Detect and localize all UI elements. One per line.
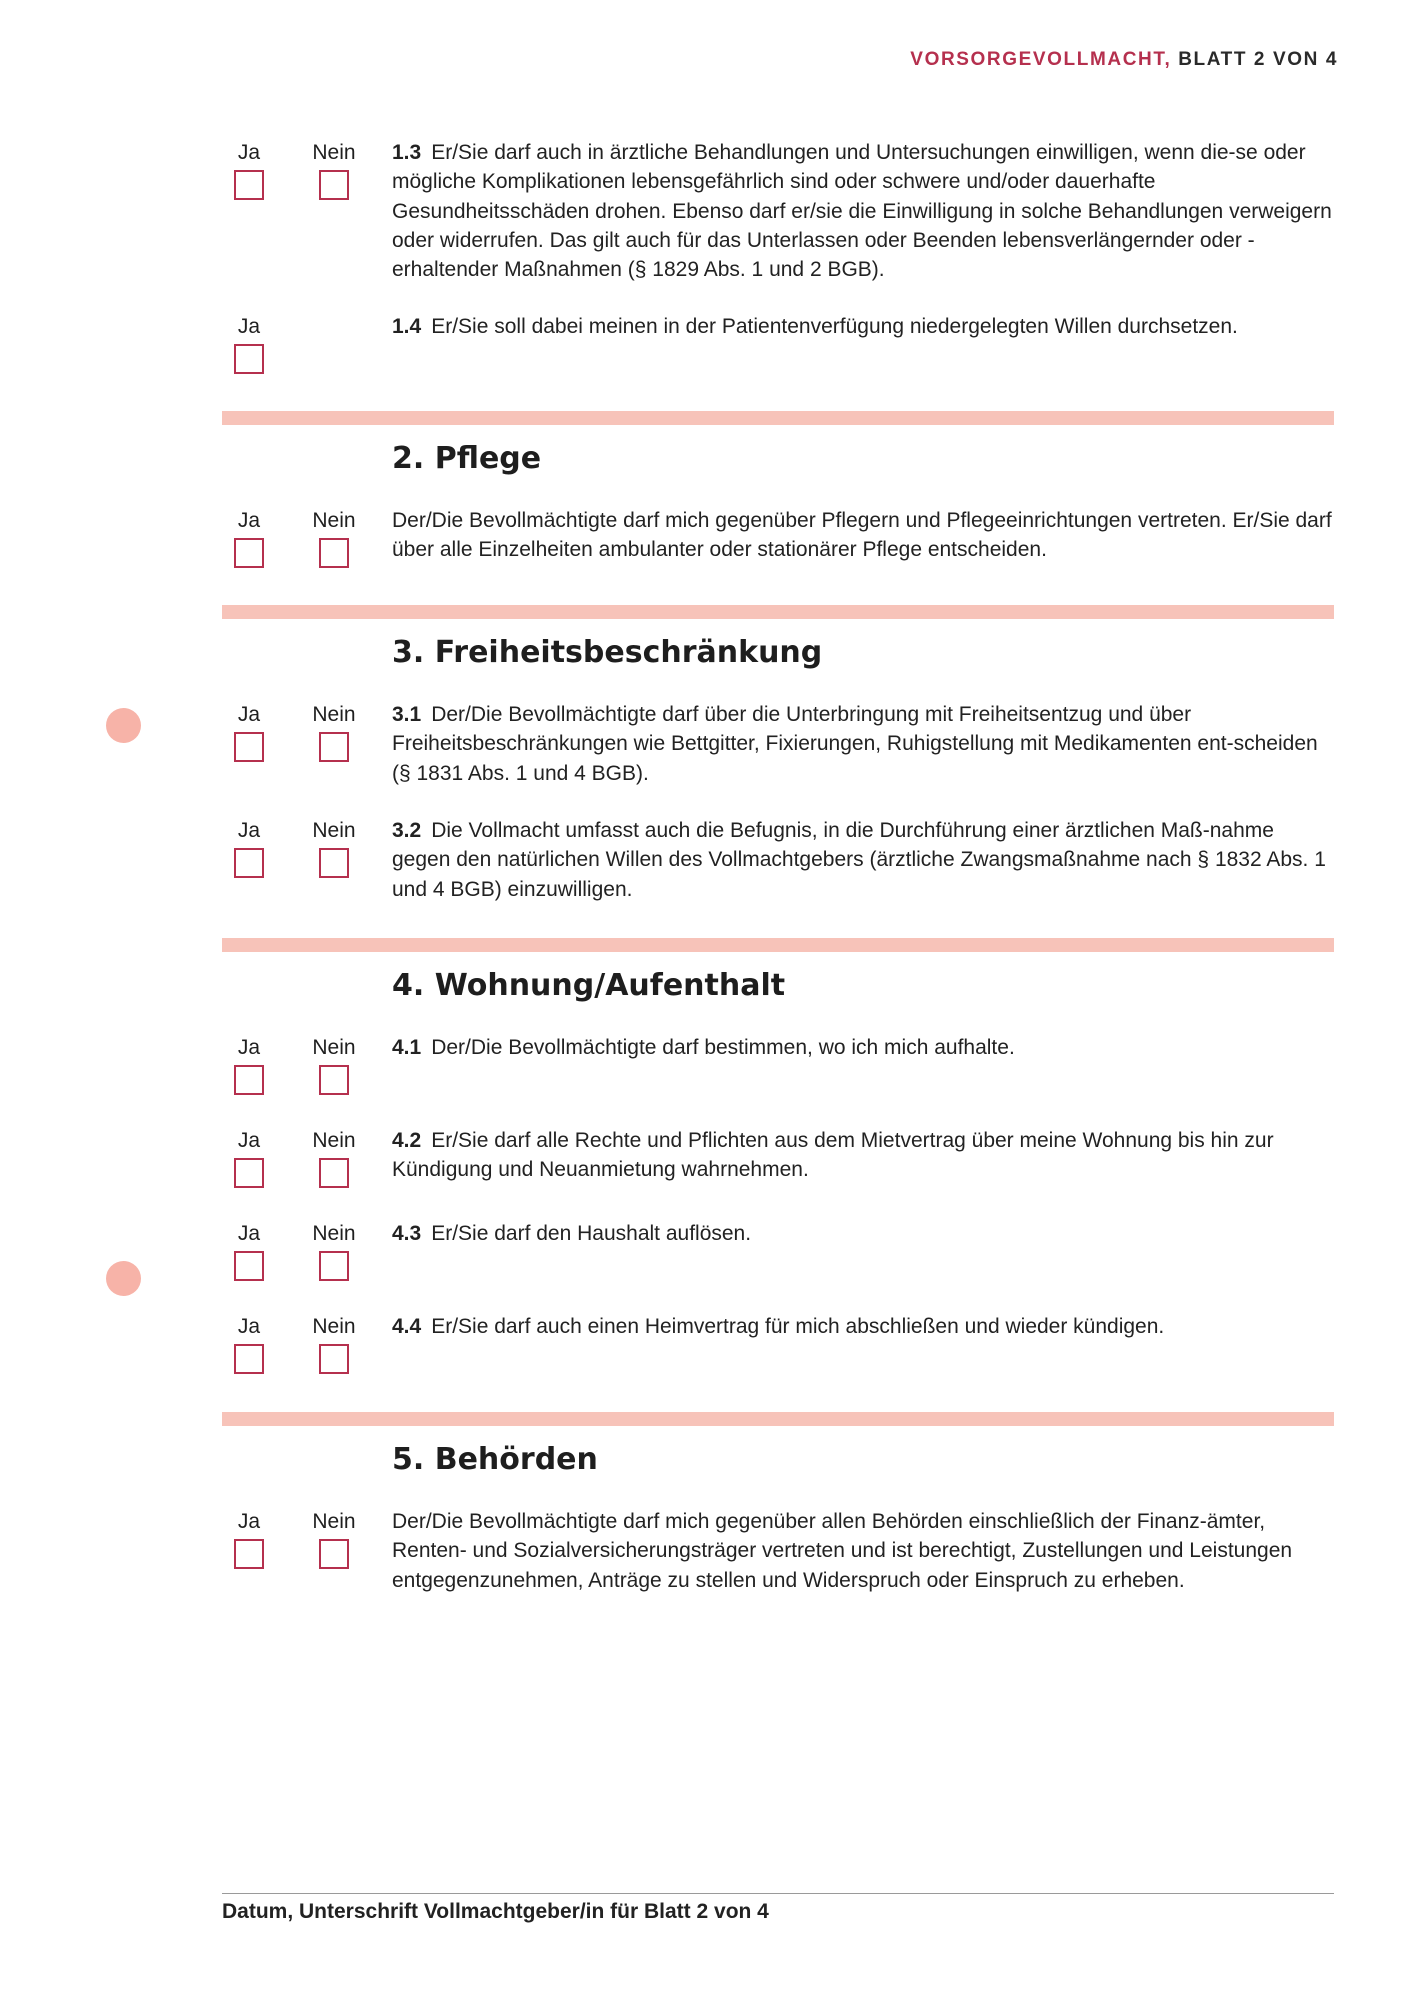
no-column: [310, 1033, 358, 1095]
no-column: [310, 1219, 358, 1281]
item-4-2-no-checkbox[interactable]: [319, 1158, 349, 1188]
header-title-rest: BLATT 2 VON 4: [1171, 49, 1338, 70]
yes-column: [225, 1507, 273, 1569]
item-text: [392, 700, 1334, 788]
page-header: [910, 49, 1338, 71]
yes-column: [225, 700, 273, 762]
section-title-behoerden: 5. Behörden: [392, 1442, 598, 1477]
yes-column: [225, 1312, 273, 1374]
item-1-3-no-checkbox[interactable]: [319, 170, 349, 200]
no-label: Nein: [312, 141, 356, 164]
no-label: Nein: [312, 1510, 356, 1533]
item-3-2-no-checkbox[interactable]: [319, 848, 349, 878]
no-label: Nein: [312, 509, 356, 532]
yes-column: [225, 312, 273, 374]
item-body: Die Vollmacht umfasst auch die Befugnis, in die Durchführung einer ärztlichen Maß-nahme gegen den natürlichen Willen des Vollmachtgebers (ärztliche Zwangsmaßnahme nach § 1832 Abs. 1 und 4 BGB) einzuwilligen.: [392, 819, 1326, 901]
item-body: Er/Sie soll dabei meinen in der Patientenverfügung niedergelegten Willen durchsetzen.: [431, 315, 1238, 338]
yes-label: Ja: [237, 509, 261, 532]
punch-hole-bottom: [106, 1261, 141, 1296]
item-body: Der/Die Bevollmächtigte darf über die Unterbringung mit Freiheitsentzug und über Freiheitsbeschränkungen wie Bettgitter, Fixierungen, Ruhigstellung mit Medikamenten ent-scheiden (§ 1831 Abs. 1 und 4 BGB).: [392, 703, 1318, 785]
no-label: Nein: [312, 1222, 356, 1245]
item-4-4-yes-checkbox[interactable]: [234, 1344, 264, 1374]
item-text: [392, 1312, 1334, 1341]
item-body: Der/Die Bevollmächtigte darf mich gegenüber allen Behörden einschließlich der Finanz-ämter, Renten- und Sozialversicherungsträger vertreten und ist berechtigt, Zustellungen und Leistungen entgegenzunehmen, Anträge zu stellen und Widerspruch oder Einspruch zu erheben.: [392, 1510, 1293, 1592]
item-number: 3.2: [392, 819, 422, 842]
item-text: [392, 1507, 1334, 1595]
no-label: Nein: [312, 1315, 356, 1338]
item-1-3-yes-checkbox[interactable]: [234, 170, 264, 200]
item-text: [392, 1033, 1334, 1062]
section-divider: [222, 1412, 1334, 1426]
item-4-1-no-checkbox[interactable]: [319, 1065, 349, 1095]
no-column: [310, 138, 358, 200]
item-number: 4.3: [392, 1222, 422, 1245]
yes-label: Ja: [237, 315, 261, 338]
item-body: Er/Sie darf alle Rechte und Pflichten aus dem Mietvertrag über meine Wohnung bis hin zur Kündigung und Neuanmietung wahrnehmen.: [392, 1129, 1274, 1182]
item-body: Der/Die Bevollmächtigte darf bestimmen, wo ich mich aufhalte.: [431, 1036, 1015, 1059]
item-text: [392, 312, 1334, 341]
item-3-1-yes-checkbox[interactable]: [234, 732, 264, 762]
no-column: [310, 816, 358, 878]
no-column: [310, 700, 358, 762]
section-title-wohnung-aufenthalt: 4. Wohnung/Aufenthalt: [392, 968, 786, 1003]
section-divider: [222, 605, 1334, 619]
signature-line: [222, 1893, 1334, 1894]
yes-label: Ja: [237, 1222, 261, 1245]
item-5-no-checkbox[interactable]: [319, 1539, 349, 1569]
section-title-pflege: 2. Pflege: [392, 441, 542, 476]
item-text: [392, 138, 1334, 284]
yes-column: [225, 1126, 273, 1188]
yes-label: Ja: [237, 819, 261, 842]
yes-label: Ja: [237, 141, 261, 164]
punch-hole-top: [106, 708, 141, 743]
signature-label: Datum, Unterschrift Vollmachtgeber/in für Blatt 2 von 4: [222, 1900, 769, 1923]
yes-column: [225, 138, 273, 200]
section-title-freiheitsbeschraenkung: 3. Freiheitsbeschränkung: [392, 635, 823, 670]
item-text: [392, 1219, 1334, 1248]
item-1-4-yes-checkbox[interactable]: [234, 344, 264, 374]
item-body: Der/Die Bevollmächtigte darf mich gegenüber Pflegern und Pflegeeinrichtungen vertreten. Er/Sie darf über alle Einzelheiten ambulanter oder stationärer Pflege entscheiden.: [392, 509, 1332, 562]
no-column: [310, 1126, 358, 1188]
yes-column: [225, 506, 273, 568]
item-2-no-checkbox[interactable]: [319, 538, 349, 568]
item-body: Er/Sie darf den Haushalt auflösen.: [431, 1222, 752, 1245]
item-number: 3.1: [392, 703, 422, 726]
item-4-3-no-checkbox[interactable]: [319, 1251, 349, 1281]
item-3-2-yes-checkbox[interactable]: [234, 848, 264, 878]
item-number: 4.1: [392, 1036, 422, 1059]
item-number: 4.2: [392, 1129, 422, 1152]
no-label: Nein: [312, 703, 356, 726]
item-5-yes-checkbox[interactable]: [234, 1539, 264, 1569]
no-column: [310, 1507, 358, 1569]
yes-column: [225, 816, 273, 878]
item-body: Er/Sie darf auch in ärztliche Behandlungen und Untersuchungen einwilligen, wenn die-se oder mögliche Komplikationen lebensgefährlich sind oder schwere und/oder dauerhafte Gesundheitsschäden drohen. Ebenso darf er/sie die Einwilligung in solche Behandlungen verweigern oder widerrufen. Das gilt auch für das Unterlassen oder Beenden lebensverlängernder oder -erhaltender Maßnahmen (§ 1829 Abs. 1 und 2 BGB).: [392, 141, 1332, 282]
no-label: Nein: [312, 1129, 356, 1152]
item-4-1-yes-checkbox[interactable]: [234, 1065, 264, 1095]
item-text: [392, 506, 1334, 565]
item-number: 1.3: [392, 141, 422, 164]
no-label: Nein: [312, 819, 356, 842]
item-3-1-no-checkbox[interactable]: [319, 732, 349, 762]
item-4-4-no-checkbox[interactable]: [319, 1344, 349, 1374]
yes-column: [225, 1219, 273, 1281]
no-label: Nein: [312, 1036, 356, 1059]
yes-label: Ja: [237, 703, 261, 726]
yes-label: Ja: [237, 1315, 261, 1338]
item-2-yes-checkbox[interactable]: [234, 538, 264, 568]
yes-column: [225, 1033, 273, 1095]
yes-label: Ja: [237, 1129, 261, 1152]
item-4-2-yes-checkbox[interactable]: [234, 1158, 264, 1188]
section-divider: [222, 938, 1334, 952]
item-body: Er/Sie darf auch einen Heimvertrag für mich abschließen und wieder kündigen.: [431, 1315, 1165, 1338]
item-text: [392, 1126, 1274, 1185]
item-number: 1.4: [392, 315, 422, 338]
yes-label: Ja: [237, 1036, 261, 1059]
no-column: [310, 506, 358, 568]
section-divider: [222, 411, 1334, 425]
no-column: [310, 1312, 358, 1374]
item-number: 4.4: [392, 1315, 422, 1338]
yes-label: Ja: [237, 1510, 261, 1533]
item-4-3-yes-checkbox[interactable]: [234, 1251, 264, 1281]
item-text: [392, 816, 1334, 904]
header-title-accent: VORSORGEVOLLMACHT,: [910, 49, 1172, 70]
